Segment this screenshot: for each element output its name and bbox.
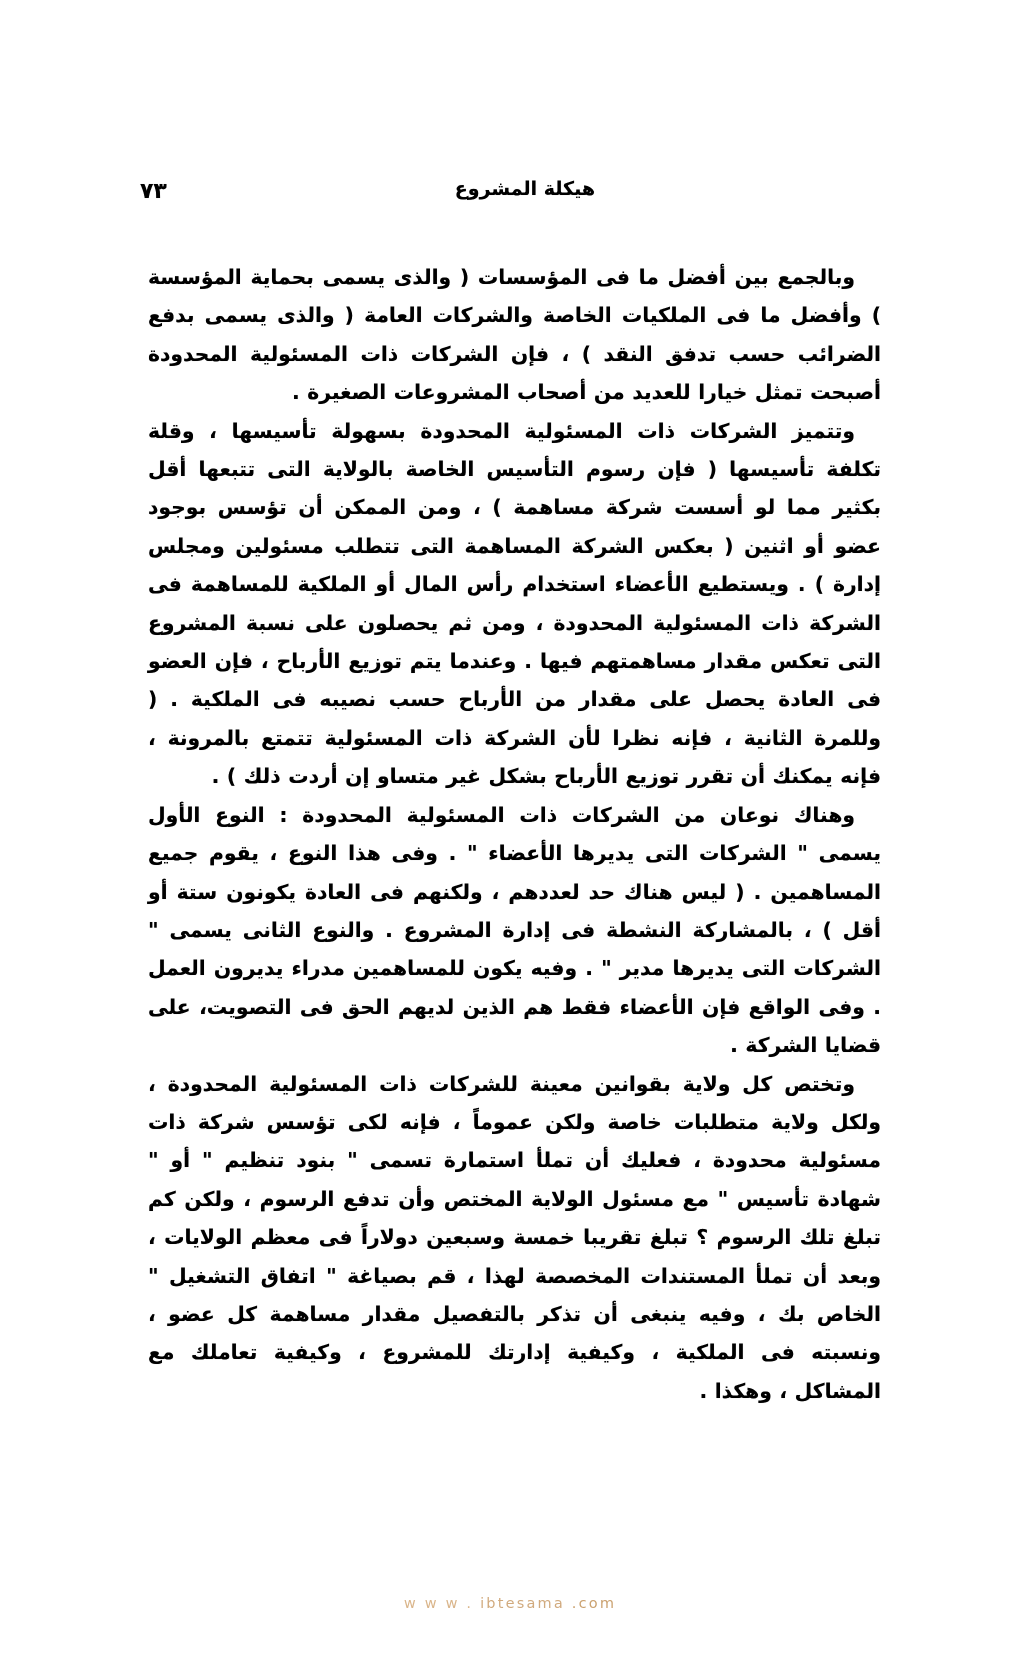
body-text: [148, 258, 881, 1410]
paragraph-4: وتختص كل ولاية بقوانين معينة للشركات ذات المسئولية المحدودة ، ولكل ولاية متطلبات خاصة ولكن عموماً ، فإنه لكى تؤسس شركة ذات مسئولية محدودة ، فعليك أن تملأ استمارة تسمى " بنود تنظيم " أو " شهادة تأسيس " مع مسئول الولاية المختص وأن تدفع الرسوم ، ولكن كم تبلغ تلك الرسوم ؟ تبلغ تقريبا خمسة وسبعين دولاراً فى معظم الولايات ، وبعد أن تملأ المستندات المخصصة لهذا ، قم بصياغة " اتفاق التشغيل " الخاص بك ، وفيه ينبغى أن تذكر بالتفصيل مقدار مساهمة كل عضو ، ونسبته فى الملكية ، وكيفية إدارتك للمشروع ، وكيفية تعاملك مع المشاكل ، وهكذا .: [148, 1071, 881, 1403]
watermark-prefix: w w w .: [403, 1596, 474, 1612]
watermark-host: ibtesama: [480, 1596, 565, 1612]
page-number: ٧٣: [140, 179, 167, 204]
paragraph-1: وبالجمع بين أفضل ما فى المؤسسات ( والذى يسمى بحماية المؤسسة ) وأفضل ما فى الملكيات الخاصة والشركات العامة ( والذى يسمى بدفع الضرائب حسب تدفق النقد ) ، فإن الشركات ذات المسئولية المحدودة أصبحت تمثل خيارا للعديد من أصحاب المشروعات الصغيرة .: [148, 265, 881, 405]
running-head: [140, 178, 880, 212]
paragraph-2: وتتميز الشركات ذات المسئولية المحدودة بسهولة تأسيسها ، وقلة تكلفة تأسيسها ( فإن رسوم التأسيس الخاصة بالولاية التى تتبعها أقل بكثير مما لو أسست شركة مساهمة ) ، ومن الممكن أن تؤسس بوجود عضو أو اثنين ( بعكس الشركة المساهمة التى تتطلب مسئولين ومجلس إدارة ) . ويستطيع الأعضاء استخدام رأس المال أو الملكية للمساهمة فى الشركة ذات المسئولية المحدودة ، ومن ثم يحصلون على نسبة المشروع التى تعكس مقدار مساهمتهم فيها . وعندما يتم توزيع الأرباح ، فإن العضو فى العادة يحصل على مقدار من الأرباح حسب نصيبه فى الملكية . ( وللمرة الثانية ، فإنه نظرا لأن الشركة ذات المسئولية تتمتع بالمرونة ، فإنه يمكنك أن تقرر توزيع الأرباح بشكل غير متساو إن أردت ذلك ) .: [148, 418, 881, 789]
watermark-tld: .com: [571, 1596, 617, 1612]
chapter-title: هيكلة المشروع: [454, 178, 595, 200]
site-watermark: [0, 1596, 1020, 1612]
paragraph-3: وهناك نوعان من الشركات ذات المسئولية المحدودة : النوع الأول يسمى " الشركات التى يديرها الأعضاء " . وفى هذا النوع ، يقوم جميع المساهمين . ( ليس هناك حد لعددهم ، ولكنهم فى العادة يكونون ستة أو أقل ) ، بالمشاركة النشطة فى إدارة المشروع . والنوع الثانى يسمى " الشركات التى يديرها مدير " . وفيه يكون للمساهمين مدراء يديرون العمل . وفى الواقع فإن الأعضاء فقط هم الذين لديهم الحق فى التصويت، على قضايا الشركة .: [148, 802, 881, 1058]
